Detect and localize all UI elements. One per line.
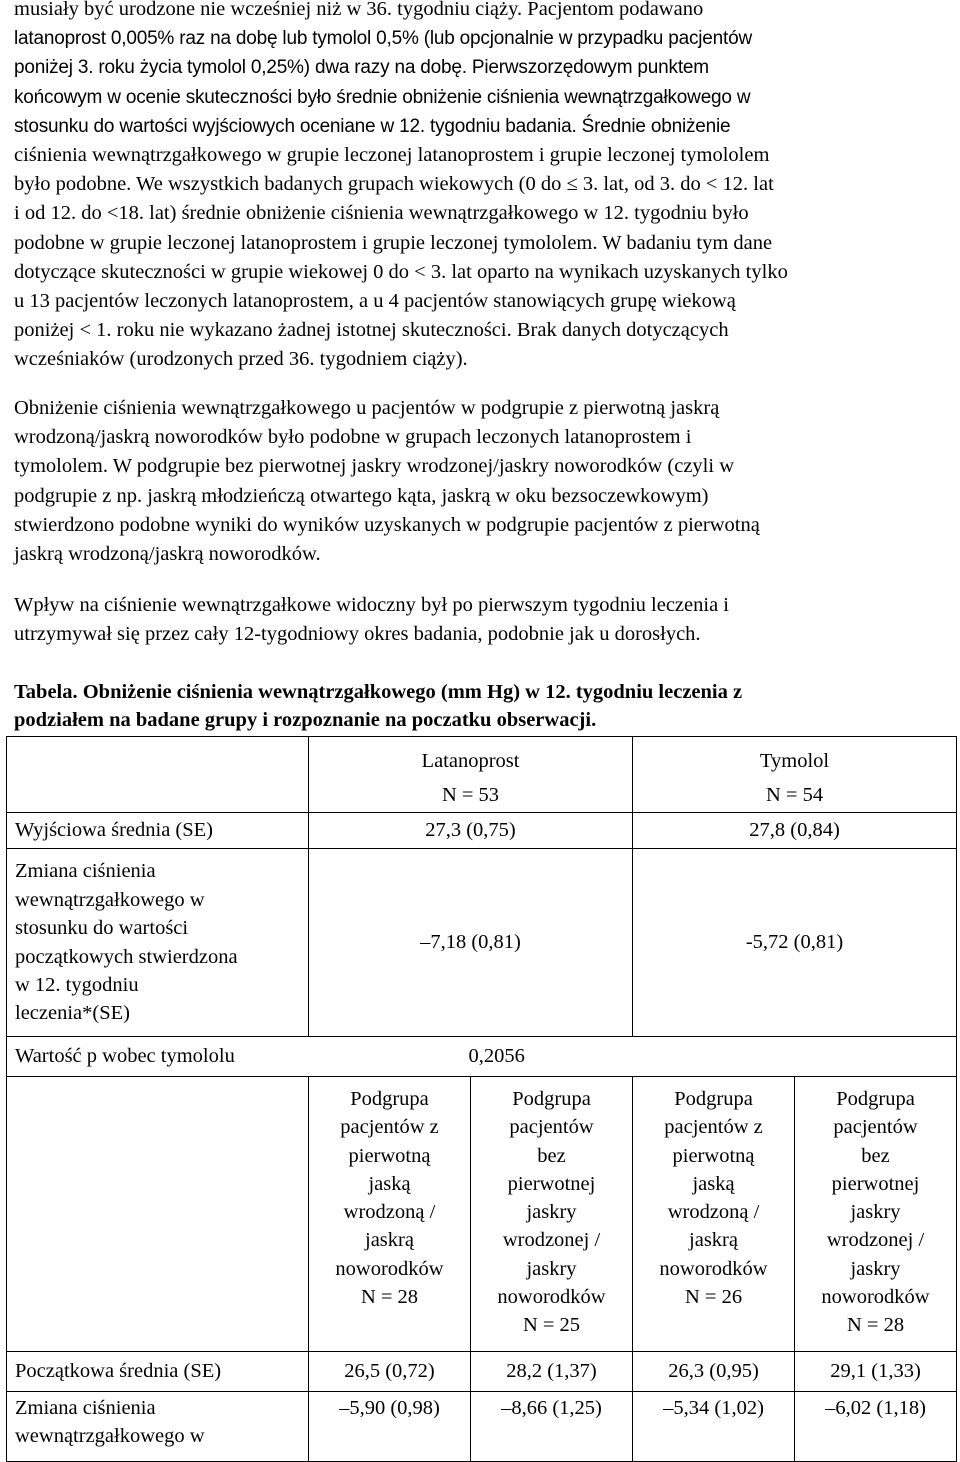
- subgroup-line: pierwotną: [348, 1144, 431, 1167]
- p-value: 0,2056: [468, 1045, 525, 1067]
- label-line: stosunku do wartości: [15, 917, 189, 940]
- text-line: końcowym w ocenie skuteczności było średnie obniżenie ciśnienia wewnątrzgałkowego w: [14, 86, 751, 108]
- text-line: ciśnienia wewnątrzgałkowego w grupie leczonej latanoprostem i grupie leczonej tymololem: [14, 143, 770, 166]
- table-row: [7, 1037, 957, 1077]
- subgroup-line: noworodków: [821, 1286, 930, 1309]
- header-line: Latanoprost: [421, 749, 520, 772]
- subgroup-line: Podgrupa: [350, 1088, 429, 1110]
- subgroup-line: N = 25: [522, 1314, 581, 1337]
- text-line: jaskrą wrodzoną/jaskrą noworodków.: [14, 542, 321, 565]
- subgroup-line: pacjentów: [833, 1116, 918, 1139]
- subgroup-line: noworodków: [659, 1257, 768, 1280]
- table-caption: [14, 678, 946, 734]
- subgroup-line: wrodzoną /: [667, 1201, 760, 1224]
- subgroup-line: pierwotnej: [831, 1172, 920, 1195]
- text-line: było podobne. We wszystkich badanych grupach wiekowych (0 do ≤ 3. lat, od 3. do < 12. lat: [14, 173, 774, 196]
- subgroup-line: N = 28: [360, 1286, 419, 1309]
- text-line: stosunku do wartości wyjściowych oceniane w 12. tygodniu badania. Średnie obniżenie: [14, 115, 731, 137]
- text-line: utrzymywał się przez cały 12-tygodniowy okres badania, podobnie jak u dorosłych.: [14, 623, 701, 646]
- subgroup-line: jaską: [692, 1172, 735, 1195]
- subgroup-line: wrodzonej /: [826, 1229, 925, 1252]
- subgroup-line: noworodków: [497, 1286, 606, 1309]
- table-row: [7, 813, 957, 849]
- subgroup-line: pacjentów z: [664, 1116, 763, 1139]
- header-line: Tymolol: [759, 749, 830, 772]
- paragraph-effect-duration: [14, 591, 946, 649]
- row-label: Wyjściowa średnia (SE): [7, 813, 309, 849]
- text-line: poniżej < 1. roku nie wykazano żadnej istotnej skuteczności. Brak danych dotyczących: [14, 319, 729, 342]
- header-tymolol: [633, 737, 957, 813]
- table-cell: –5,34 (1,02): [633, 1392, 795, 1462]
- subgroup-line: wrodzoną /: [343, 1201, 436, 1224]
- subgroup-header: [471, 1077, 633, 1352]
- table-cell: 27,3 (0,75): [309, 813, 633, 849]
- subgroup-line: jaskry: [850, 1257, 901, 1280]
- text-line: i od 12. do <18. lat) średnie obniżenie ciśnienia wewnątrzgałkowego w 12. tygodniu było: [14, 202, 749, 225]
- subgroup-line: jaskry: [526, 1257, 577, 1280]
- text-line: wrodzoną/jaskrą noworodków było podobne w grupach leczonych latanoprostem i: [14, 426, 692, 449]
- table-cell: 28,2 (1,37): [471, 1352, 633, 1392]
- text-line: dotyczące skuteczności w grupie wiekowej 0 do < 3. lat oparto na wynikach uzyskanych tylko: [14, 260, 788, 283]
- paragraph-study-results: [14, 0, 946, 374]
- table-header-row: [7, 737, 957, 813]
- label-line: leczenia*(SE): [15, 1002, 130, 1025]
- table-row: [7, 1392, 957, 1462]
- subgroup-line: bez: [537, 1144, 566, 1167]
- text-line: wcześniaków (urodzonych przed 36. tygodniem ciąży).: [14, 348, 468, 371]
- text-line: stwierdzono podobne wyniki do wyników uzyskanych w podgrupie pacjentów z pierwotną: [14, 513, 760, 536]
- label-line: Zmiana ciśnienia: [15, 1397, 156, 1419]
- subgroup-line: jaskrą: [689, 1229, 738, 1252]
- text-line: musiały być urodzone nie wcześniej niż w 36. tygodniu ciąży. Pacjentom podawano: [14, 0, 704, 20]
- text-line: Wpływ na ciśnienie wewnątrzgałkowe widoczny był po pierwszym tygodniu leczenia i: [14, 594, 729, 616]
- label-line: wewnątrzgałkowego w: [15, 888, 205, 911]
- subgroup-line: Podgrupa: [836, 1088, 915, 1110]
- label-line: początkowych stwierdzona: [15, 945, 238, 968]
- table-cell: 26,5 (0,72): [309, 1352, 471, 1392]
- label-line: w 12. tygodniu: [15, 973, 139, 996]
- table-header-empty: [7, 1077, 309, 1352]
- table-cell: –5,90 (0,98): [309, 1392, 471, 1462]
- label-line: wewnątrzgałkowego w: [15, 1425, 205, 1448]
- subgroup-header: [633, 1077, 795, 1352]
- subgroup-line: jaskry: [850, 1201, 901, 1224]
- table-cell: 26,3 (0,95): [633, 1352, 795, 1392]
- table-cell: –8,66 (1,25): [471, 1392, 633, 1462]
- text-line: Obniżenie ciśnienia wewnątrzgałkowego u pacjentów w podgrupie z pierwotną jaskrą: [14, 397, 720, 419]
- table-cell: 27,8 (0,84): [633, 813, 957, 849]
- subgroup-line: wrodzonej /: [502, 1229, 601, 1252]
- table-cell: –6,02 (1,18): [795, 1392, 957, 1462]
- table-row: [7, 1352, 957, 1392]
- text-line: podobne w grupie leczonej latanoprostem i grupie leczonej tymololem. W badaniu tym dane: [14, 231, 773, 254]
- table-cell: –7,18 (0,81): [309, 849, 633, 1037]
- table-header-empty: [7, 737, 309, 813]
- text-line: poniżej 3. roku życia tymolol 0,25%) dwa razy na dobę. Pierwszorzędowym punktem: [14, 57, 709, 79]
- results-table: [6, 736, 957, 1462]
- paragraph-subgroup-results: [14, 394, 946, 569]
- subgroup-header: [795, 1077, 957, 1352]
- subgroup-line: jaskrą: [365, 1229, 414, 1252]
- table-row: [7, 849, 957, 1037]
- text-line: podgrupie z np. jaskrą młodzieńczą otwartego kąta, jaskrą w oku bezsoczewkowym): [14, 484, 709, 507]
- table-cell: 29,1 (1,33): [795, 1352, 957, 1392]
- subgroup-header: [309, 1077, 471, 1352]
- row-label: [7, 1392, 309, 1462]
- p-value-cell: [309, 1037, 957, 1077]
- row-label: Początkowa średnia (SE): [7, 1352, 309, 1392]
- text-line: latanoprost 0,005% raz na dobę lub tymolol 0,5% (lub opcjonalnie w przypadku pacjentów: [14, 28, 752, 50]
- subgroup-line: jaskry: [526, 1201, 577, 1224]
- table-cell: -5,72 (0,81): [633, 849, 957, 1037]
- subgroup-line: jaską: [368, 1172, 411, 1195]
- subgroup-line: Podgrupa: [674, 1088, 753, 1110]
- label-line: Zmiana ciśnienia: [15, 860, 156, 883]
- subgroup-line: noworodków: [335, 1257, 444, 1280]
- subgroup-line: Podgrupa: [512, 1088, 591, 1110]
- subgroup-line: pierwotną: [672, 1144, 755, 1167]
- header-latanoprost: [309, 737, 633, 813]
- row-label: Wartość p wobec tymololu: [7, 1037, 309, 1077]
- text-line: tymololem. W podgrupie bez pierwotnej jaskry wrodzonej/jaskry noworodków (czyli w: [14, 455, 734, 478]
- subgroup-line: pacjentów z: [340, 1116, 439, 1139]
- subgroup-line: pacjentów: [509, 1116, 594, 1139]
- subgroup-line: pierwotnej: [507, 1172, 596, 1195]
- caption-line: podziałem na badane grupy i rozpoznanie na poczatku obserwacji.: [14, 709, 597, 731]
- row-label: [7, 849, 309, 1037]
- header-line: N = 53: [441, 783, 500, 806]
- subgroup-line: N = 26: [684, 1286, 743, 1309]
- header-line: N = 54: [765, 783, 824, 806]
- caption-line: Tabela. Obniżenie ciśnienia wewnątrzgałkowego (mm Hg) w 12. tygodniu leczenia z: [14, 681, 743, 703]
- text-line: u 13 pacjentów leczonych latanoprostem, a u 4 pacjentów stanowiących grupę wiekową: [14, 289, 736, 312]
- subgroup-header-row: [7, 1077, 957, 1352]
- subgroup-line: bez: [861, 1144, 890, 1167]
- subgroup-line: N = 28: [846, 1314, 905, 1337]
